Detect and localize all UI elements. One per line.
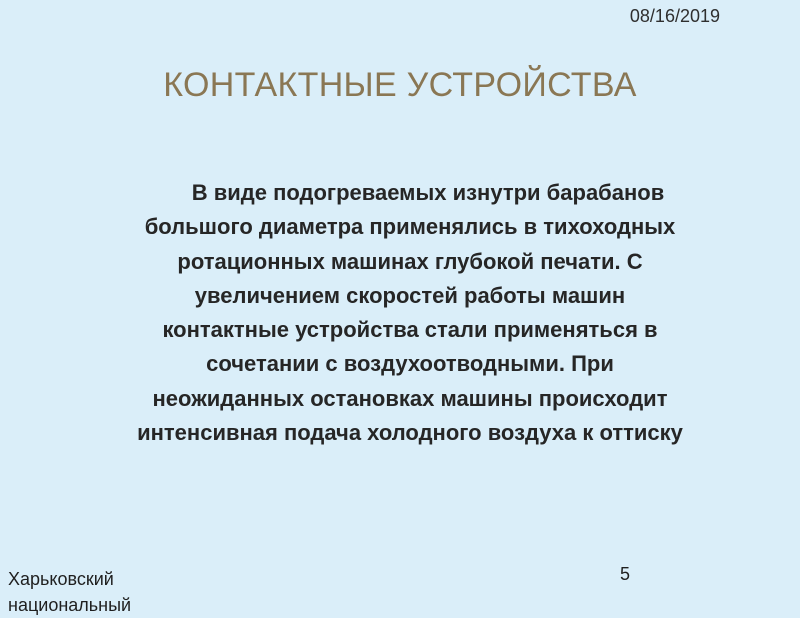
body-line: большого диаметра применялись в тихоходных [144,214,676,240]
slide-title: КОНТАКТНЫЕ УСТРОЙСТВА [163,66,637,104]
body-line: интенсивная подача холодного воздуха к оттиску [137,420,683,446]
slide-date: 08/16/2019 [629,6,720,26]
footer-line: Харьковский [8,569,114,589]
body-line-text: В виде подогреваемых изнутри барабанов [191,180,665,205]
body-line: неожиданных остановках машины происходит [152,385,668,411]
footer-organization [8,566,178,618]
body-line [70,176,750,210]
body-line: сочетании с воздухоотводными. При [206,351,614,377]
body-line: увеличением скоростей работы машин [194,282,626,308]
slide-body-text [70,176,750,450]
footer-line: национальный [8,595,132,615]
page-number: 5 [620,564,631,584]
body-line: ротационных машинах глубокой печати. С [177,248,643,274]
body-line: контактные устройства стали применяться в [162,317,658,343]
